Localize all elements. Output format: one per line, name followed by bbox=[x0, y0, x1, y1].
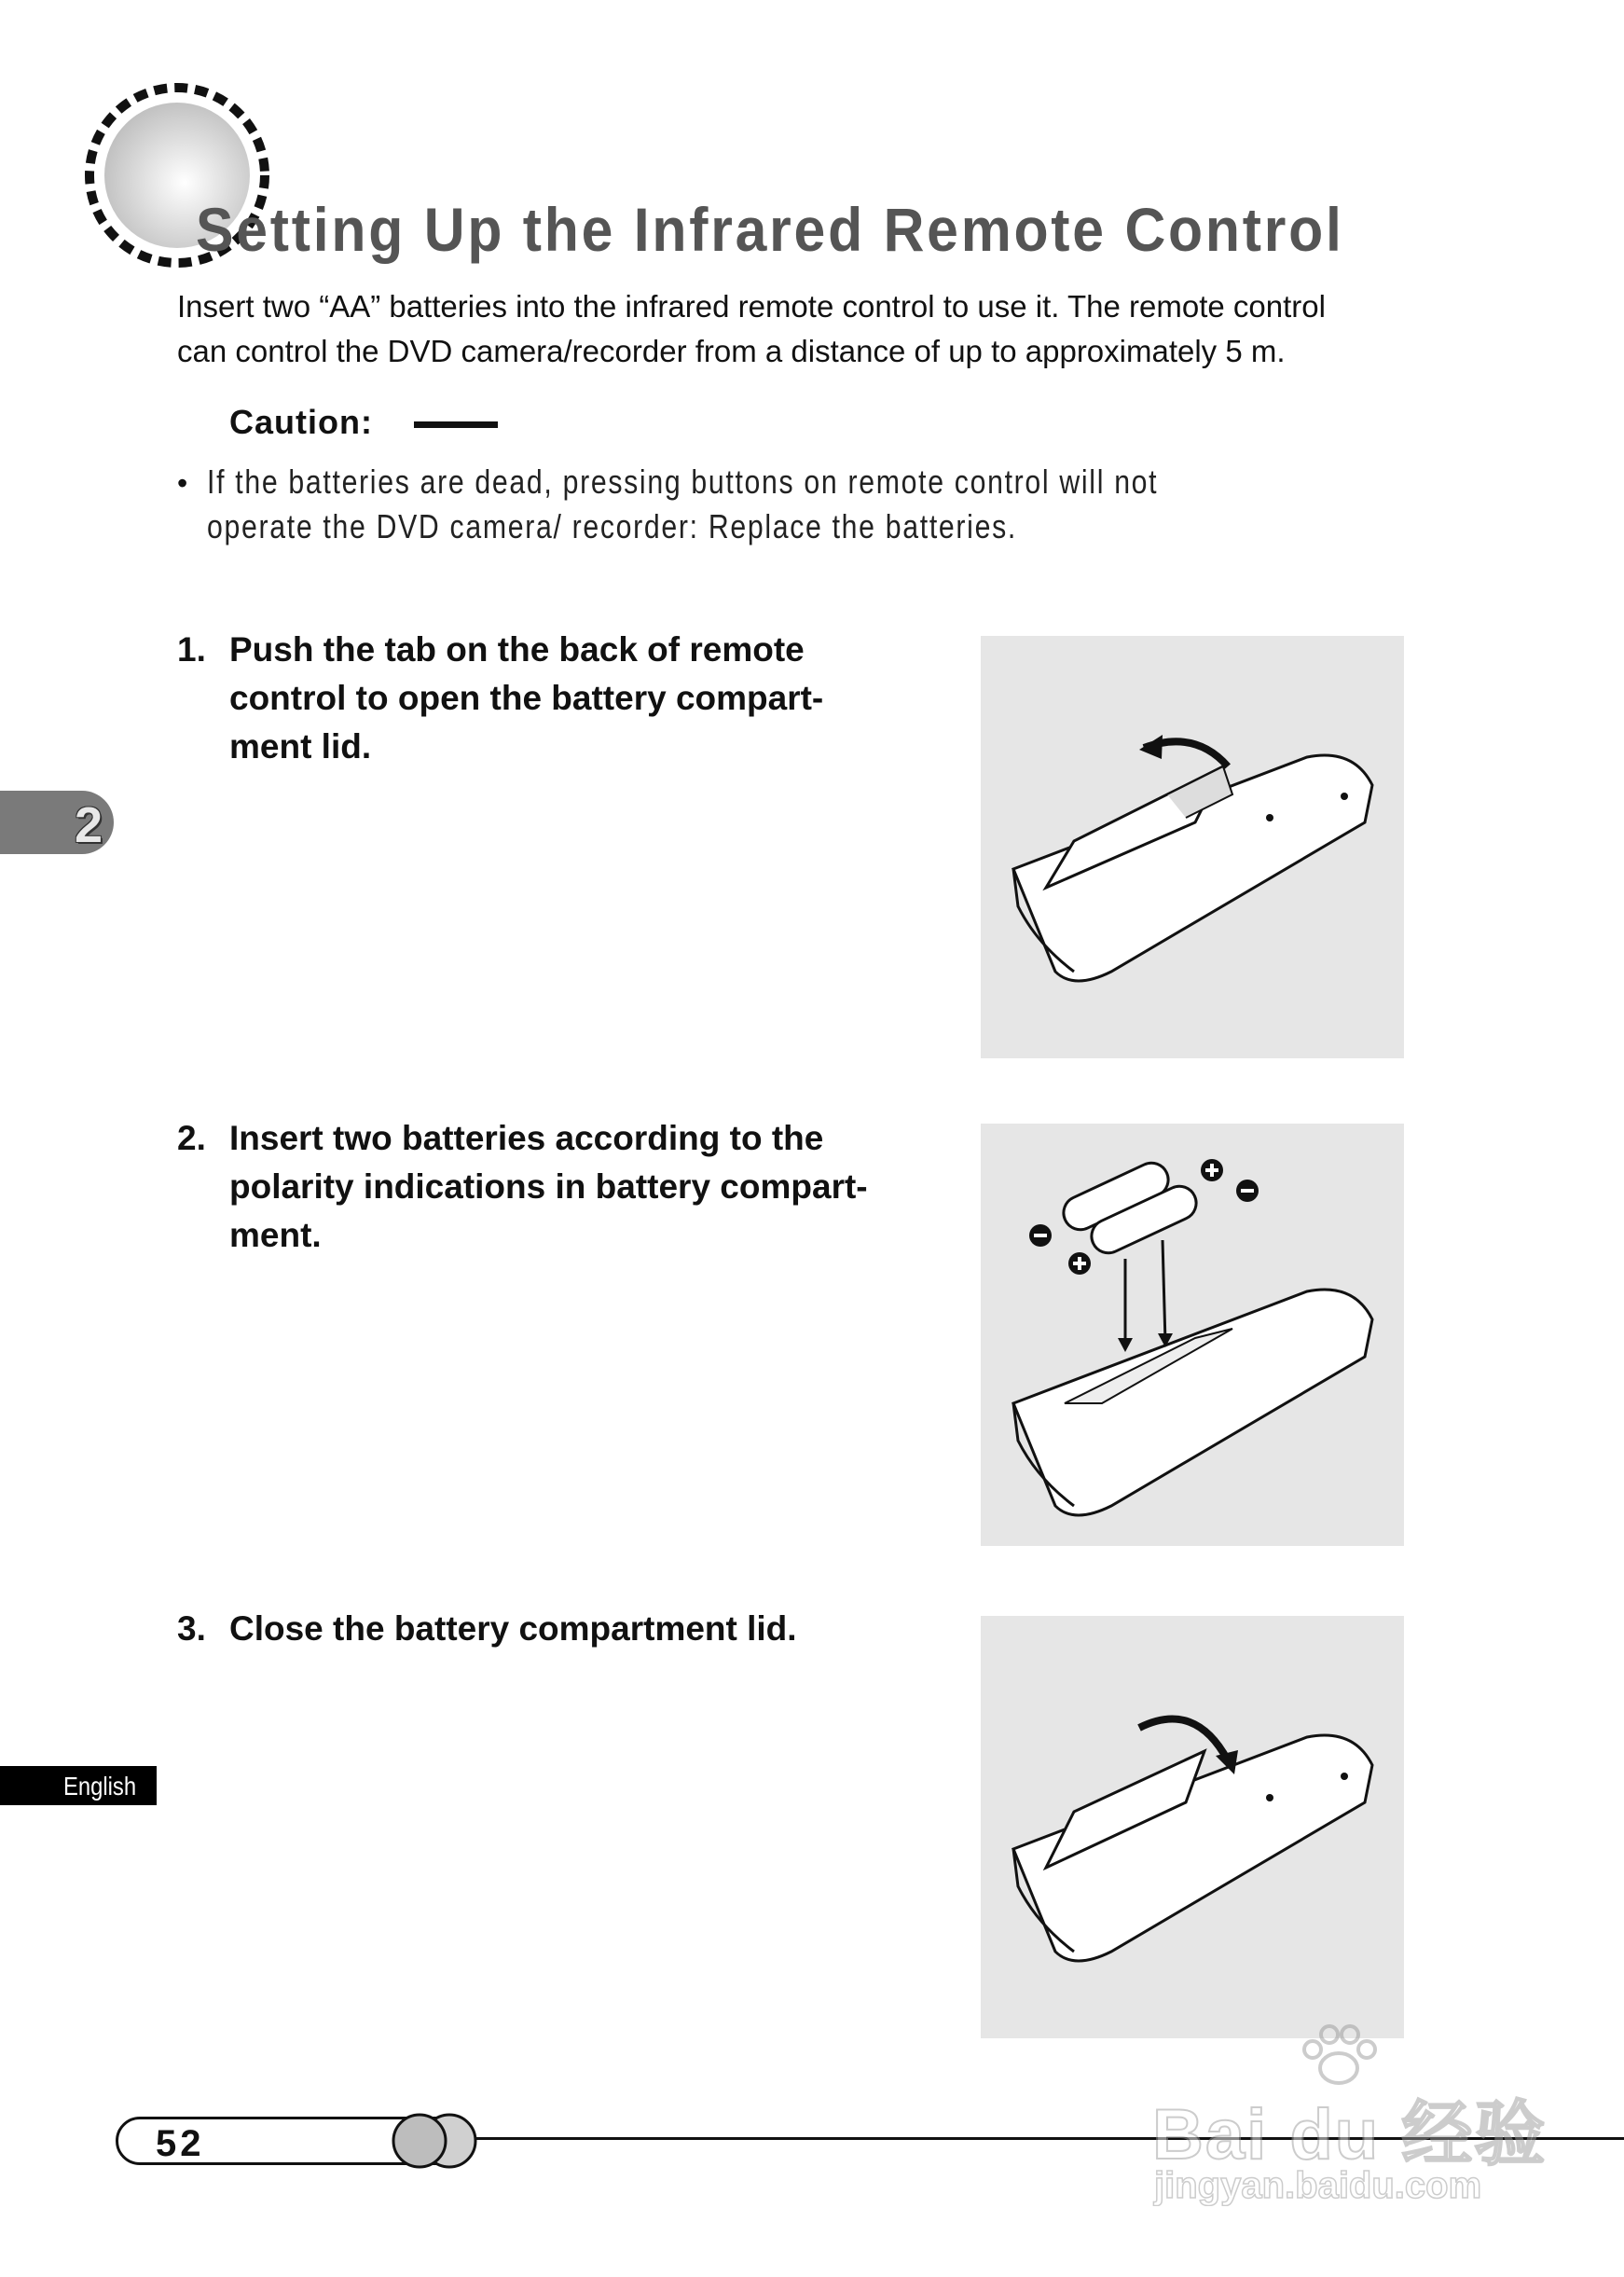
step-1-line-3: ment lid. bbox=[229, 727, 372, 766]
chapter-number: 2 bbox=[75, 797, 103, 853]
step-2-line-2: polarity indications in battery compart- bbox=[229, 1167, 868, 1206]
chapter-tab bbox=[0, 791, 114, 854]
step-1-figure bbox=[981, 636, 1404, 1058]
step-3-text-1: Close the battery compartment lid. bbox=[229, 1609, 797, 1648]
caution-line-2: operate the DVD camera/ recorder: Replace the batteries. bbox=[207, 507, 1017, 545]
remote-insert-batteries-illustration-icon bbox=[981, 1124, 1404, 1546]
watermark-url: jingyan.baidu.com bbox=[1154, 2165, 1482, 2206]
step-3-figure bbox=[981, 1616, 1404, 2038]
intro-line-2: can control the DVD camera/recorder from a distance of up to approximately 5 m. bbox=[177, 334, 1286, 368]
step-2-line-1 bbox=[177, 1119, 823, 1158]
language-tab bbox=[0, 1766, 157, 1805]
watermark-brand: Bai du 经验 bbox=[1152, 2095, 1548, 2174]
caution-heading: Caution: bbox=[229, 403, 373, 441]
caution-bullet: • bbox=[177, 466, 188, 500]
remote-close-lid-illustration-icon bbox=[981, 1616, 1404, 2038]
language-label: English bbox=[63, 1772, 137, 1801]
step-1-number: 1. bbox=[177, 630, 206, 669]
caution-rule bbox=[414, 421, 498, 428]
step-2-line-3: ment. bbox=[229, 1216, 322, 1254]
step-1-line-1 bbox=[177, 630, 805, 669]
watermark bbox=[1152, 2023, 1548, 2229]
page-number: 52 bbox=[156, 2123, 205, 2164]
caution-line-1: If the batteries are dead, pressing buttons on remote control will not bbox=[207, 462, 1159, 501]
step-2-number: 2. bbox=[177, 1119, 206, 1157]
page-title: Setting Up the Infrared Remote Control bbox=[196, 195, 1344, 264]
remote-open-lid-illustration-icon bbox=[981, 636, 1404, 1058]
step-2-figure bbox=[981, 1124, 1404, 1546]
step-1-line-2: control to open the battery compart- bbox=[229, 679, 824, 717]
intro-line-1: Insert two “AA” batteries into the infrared remote control to use it. The remote control bbox=[177, 289, 1326, 324]
step-2-text-1: Insert two batteries according to the bbox=[229, 1119, 824, 1157]
step-1-text-1: Push the tab on the back of remote bbox=[229, 630, 805, 669]
step-3-line-1 bbox=[177, 1609, 797, 1649]
step-3-number: 3. bbox=[177, 1609, 206, 1648]
footer-circles-icon bbox=[380, 2109, 490, 2173]
